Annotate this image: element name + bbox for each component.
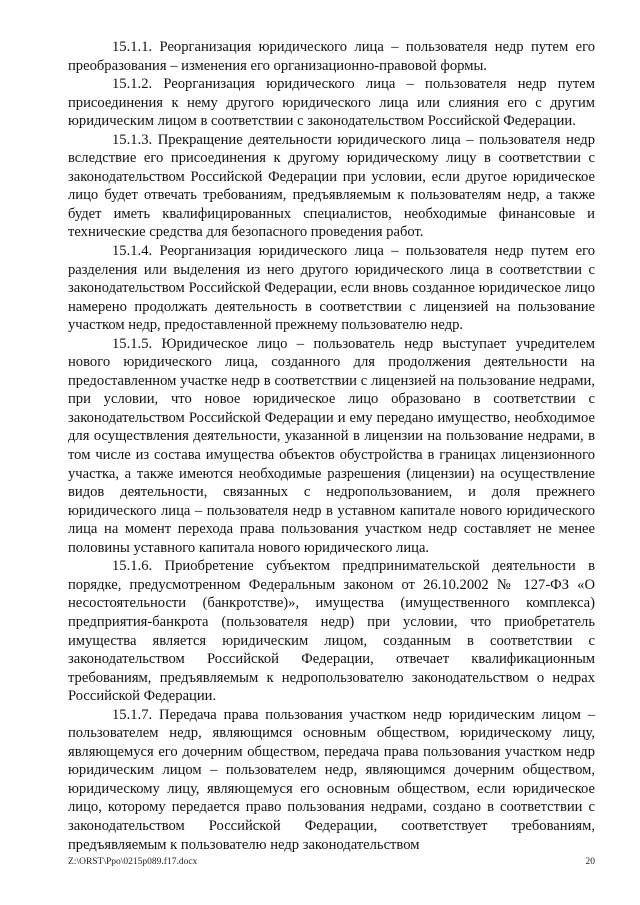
page-number: 20 [585, 857, 595, 867]
paragraph-15-1-3: 15.1.3. Прекращение деятельности юридического лица – пользователя недр вследствие его присоединения к другому юридическому лицу в соответствии с законодательством Российской Федерации при условии, если другое юридическое лицо будет отвечать требованиям, предъявляемым к пользователям недр, а также будет иметь квалифицированных специалистов, необходимые финансовые и технические средства для безопасного проведения работ. [68, 131, 595, 241]
paragraph-15-1-4: 15.1.4. Реорганизация юридического лица – пользователя недр путем его разделения или выделения из него другого юридического лица в соответствии с законодательством Российской Федерации, если вновь созданное юридическое лицо намерено продолжать деятельность в соответствии с лицензией на пользование участком недр, предоставленной прежнему пользователю недр. [68, 243, 595, 334]
paragraph-15-1-7: 15.1.7. Передача права пользования участком недр юридическим лицом – пользователем недр, являющимся основным обществом, юридическому лицу, являющемуся его дочерним обществом, передача права пользования участком недр юридическим лицом – пользователем недр, являющимся дочерним обществом, юридическому лицу, являющемуся его основным обществом, если юридическое лицо, которому передается право пользования недрами, создано в соответствии с законодательством Российской Федерации, соответствует требованиям, предъявляемым к пользователю недр законодательством [68, 706, 595, 853]
paragraph-15-1-1: 15.1.1. Реорганизация юридического лица – пользователя недр путем его преобразования – изменения его организационно-правовой формы. [68, 39, 595, 74]
paragraph-15-1-5: 15.1.5. Юридическое лицо – пользователь недр выступает учредителем нового юридического лица, созданного для продолжения деятельности на предоставленном участке недр в соответствии с лицензией на пользование недрами, при условии, что новое юридическое лицо образовано в соответствии с законодательством Российской Федерации и ему передано имущество, необходимое для осуществления деятельности, указанной в лицензии на пользование недрами, в том числе из состава имущества объектов обустройства в границах лицензионного участка, а также имеются необходимые разрешения (лицензии) на осуществление видов деятельности, связанных с недропользованием, и доля прежнего юридического лица – пользователя недр в уставном капитале нового юридического лица на момент перехода права пользования участком недр составляет не менее половины уставного капитала нового юридического лица. [68, 335, 595, 556]
document-body [68, 38, 595, 854]
paragraph-15-1-2: 15.1.2. Реорганизация юридического лица – пользователя недр путем присоединения к нему другого юридического лица или слияния его с другим юридическим лицом в соответствии с законодательством Российской Федерации. [68, 76, 595, 130]
file-path: Z:\ORST\Ppo\0215p089.f17.docx [68, 857, 198, 867]
paragraph-15-1-6: 15.1.6. Приобретение субъектом предпринимательской деятельности в порядке, предусмотренном Федеральным законом от 26.10.2002 № 127-ФЗ «О несостоятельности (банкротстве)», имущества (имущественного комплекса) предприятия-банкрота (пользователя недр) при условии, что приобретатель имущества является юридическим лицом, созданным в соответствии с законодательством Российской Федерации, отвечает квалификационным требованиям, предъявляемым к недропользователю законодательством о недрах Российской Федерации. [68, 558, 595, 705]
